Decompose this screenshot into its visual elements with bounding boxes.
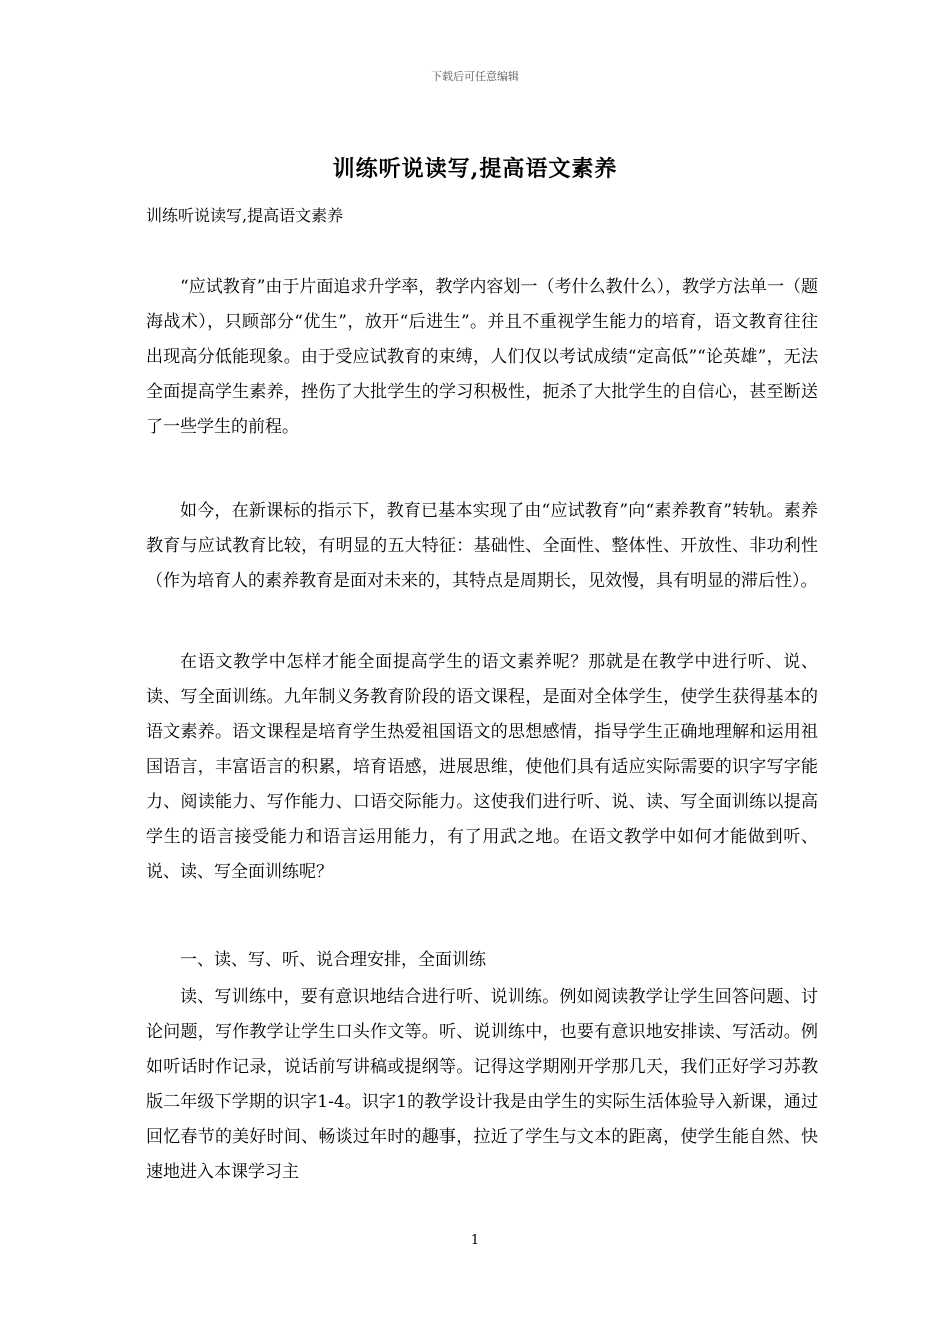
paragraph: 如今，在新课标的指示下，教育已基本实现了由“应试教育”向“素养教育”转轨。素养教育与应试教育比较，有明显的五大特征：基础性、全面性、整体性、开放性、非功利性（作为培育人的素养教育是面对未来的，其特点是周期长，见效慢，具有明显的滞后性）。 xyxy=(146,501,818,591)
page-number: 1 xyxy=(470,1233,480,1248)
paragraph: 在语文教学中怎样才能全面提高学生的语文素养呢？那就是在教学中进行听、说、读、写全面训练。九年制义务教育阶段的语文课程，是面对全体学生，使学生获得基本的语文素养。语文课程是培育学生热爱祖国语文的思想感情，指导学生正确地理解和运用祖国语言，丰富语言的积累，培育语感，进展思维，使他们具有适应实际需要的识字写字能力、阅读能力、写作能力、口语交际能力。这使我们进行听、说、读、写全面训练以提高学生的语言接受能力和语言运用能力，有了用武之地。在语文教学中如何才能做到听、说、读、写全面训练呢？ xyxy=(146,652,818,882)
header-note: 下载后可任意编辑 xyxy=(431,70,519,83)
section-heading: 一、读、写、听、说合理安排，全面训练 xyxy=(180,950,486,970)
document-title: 训练听说读写,提高语文素养 xyxy=(332,156,618,182)
paragraph: “应试教育”由于片面追求升学率，教学内容划一（考什么教什么），教学方法单一（题海战术），只顾部分“优生”，放开“后进生”。并且不重视学生能力的培育，语文教育往往出现高分低能现象。由于受应试教育的束缚，人们仅以考试成绩“定高低”“论英雄”，无法全面提高学生素养，挫伤了大批学生的学习积极性，扼杀了大批学生的自信心，甚至断送了一些学生的前程。 xyxy=(146,277,818,437)
document-subtitle: 训练听说读写,提高语文素养 xyxy=(146,206,344,225)
paragraph: 读、写训练中，要有意识地结合进行听、说训练。例如阅读教学让学生回答问题、讨论问题，写作教学让学生口头作文等。听、说训练中，也要有意识地安排读、写活动。例如听话时作记录，说话前写讲稿或提纲等。记得这学期刚开学那几天，我们正好学习苏教版二年级下学期的识字1-4。识字1的教学设计我是由学生的实际生活体验导入新课，通过回忆春节的美好时间、畅谈过年时的趣事，拉近了学生与文本的距离，使学生能自然、快速地进入本课学习主 xyxy=(146,987,818,1182)
